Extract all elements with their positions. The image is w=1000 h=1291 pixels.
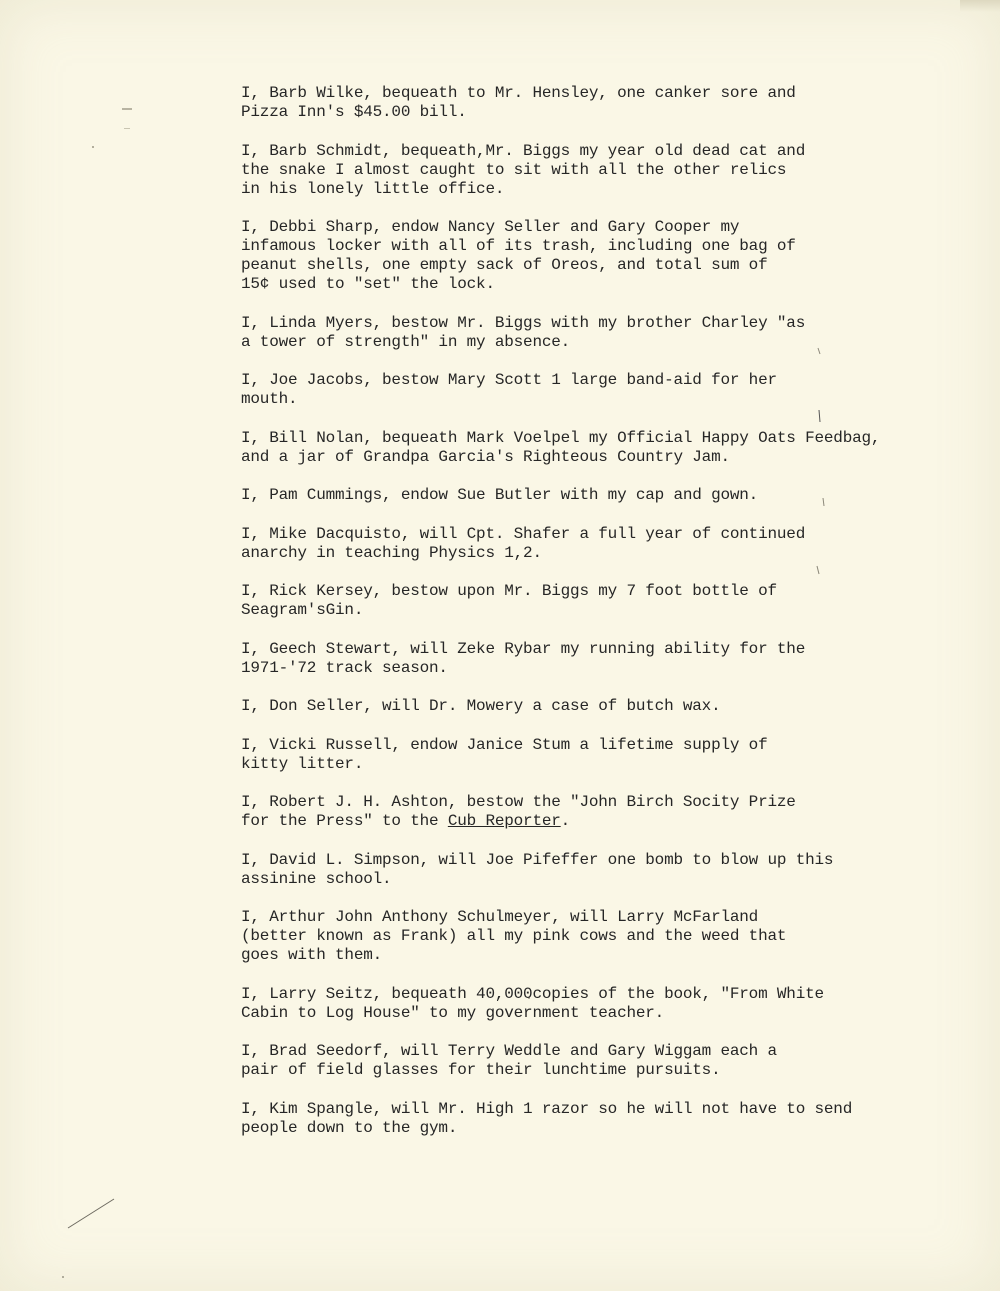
text-line: I, Robert J. H. Ashton, bestow the "John Birch Socity Prize: [241, 793, 796, 811]
text-line: I, Bill Nolan, bequeath Mark Voelpel my Official Happy Oats Feedbag,: [241, 428, 881, 447]
bequest-entry: [241, 908, 941, 965]
bequest-entry: [241, 525, 941, 563]
underlined-title: Cub Reporter: [447, 812, 561, 830]
page-edge-shadow: [960, 0, 1000, 12]
bequest-entry: [241, 736, 941, 774]
text-line: goes with them.: [241, 946, 383, 964]
bequest-entry: [241, 697, 941, 716]
bequest-entry: [241, 429, 941, 467]
text-line: pair of field glasses for their lunchtime pursuits.: [241, 1061, 721, 1079]
text-line: I, Joe Jacobs, bestow Mary Scott 1 large band-aid for her: [241, 371, 777, 389]
text-line: infamous locker with all of its trash, including one bag of: [241, 237, 796, 255]
bequest-entry: [241, 314, 941, 352]
text-line: I, Larry Seitz, bequeath 40,000copies of the book, "From White: [241, 984, 824, 1003]
text-line: anarchy in teaching Physics 1,2.: [241, 543, 542, 562]
text-line: I, Don Seller, will Dr. Mowery a case of butch wax.: [241, 697, 721, 715]
text-line: I, Barb Wilke, bequeath to Mr. Hensley, one canker sore and: [241, 84, 796, 102]
bequest-entry: [241, 371, 941, 409]
text-line: people down to the gym.: [241, 1118, 458, 1137]
text-line: mouth.: [241, 390, 298, 408]
text-line: Seagram'sGin.: [241, 601, 364, 619]
bequest-entry: [241, 1042, 941, 1080]
bequest-entry: [241, 218, 941, 294]
text-line: I, Kim Spangle, will Mr. High 1 razor so he will not have to send: [241, 1099, 853, 1118]
bequest-entry: [241, 851, 941, 889]
text-line: 1971-'72 track season.: [241, 658, 448, 677]
text-line: peanut shells, one empty sack of Oreos, and total sum of: [241, 256, 768, 274]
text-line: (better known as Frank) all my pink cows and the weed that: [241, 927, 787, 945]
text-line: I, Geech Stewart, will Zeke Rybar my running ability for the: [241, 639, 806, 658]
bequest-list: [241, 84, 941, 1157]
bequest-entry: [241, 486, 941, 505]
text-line: Pizza Inn's $45.00 bill.: [241, 103, 467, 121]
bequest-entry: [241, 84, 941, 122]
bequest-entry: [241, 582, 941, 620]
text-line: 15¢ used to "set" the lock.: [241, 275, 495, 293]
bequest-entry: [241, 142, 941, 199]
text-fragment: .: [560, 812, 571, 830]
bequest-entry: [241, 1100, 941, 1138]
text-line: I, Vicki Russell, endow Janice Stum a lifetime supply of: [241, 735, 768, 754]
text-line: I, Barb Schmidt, bequeath,Mr. Biggs my year old dead cat and: [241, 141, 806, 160]
bequest-entry: [241, 985, 941, 1023]
stray-mark: [124, 128, 130, 129]
stray-mark: [122, 108, 132, 110]
text-line: in his lonely little office.: [241, 179, 505, 198]
stray-dot: [62, 1276, 64, 1278]
text-line: assinine school.: [241, 869, 392, 888]
text-fragment: for the Press" to the: [241, 812, 448, 830]
text-line: kitty litter.: [241, 754, 364, 773]
stray-dot: [92, 146, 94, 148]
bequest-entry: [241, 640, 941, 678]
text-line: I, Brad Seedorf, will Terry Weddle and Gary Wiggam each a: [241, 1042, 777, 1060]
text-line: a tower of strength" in my absence.: [241, 332, 571, 351]
text-line: I, Mike Dacquisto, will Cpt. Shafer a full year of continued: [241, 524, 806, 543]
text-line: Cabin to Log House" to my government teacher.: [241, 1003, 665, 1022]
text-line: [241, 812, 941, 831]
text-line: I, Rick Kersey, bestow upon Mr. Biggs my 7 foot bottle of: [241, 582, 777, 600]
text-line: I, Debbi Sharp, endow Nancy Seller and Gary Cooper my: [241, 218, 740, 236]
bequest-entry: [241, 793, 941, 831]
text-line: I, David L. Simpson, will Joe Pifeffer one bomb to blow up this: [241, 850, 834, 869]
pen-stroke-mark: [66, 1196, 116, 1231]
text-line: I, Linda Myers, bestow Mr. Biggs with my brother Charley "as: [241, 313, 806, 332]
text-line: I, Pam Cummings, endow Sue Butler with my cap and gown.: [241, 486, 759, 504]
text-line: and a jar of Grandpa Garcia's Righteous Country Jam.: [241, 447, 730, 466]
text-line: the snake I almost caught to sit with all the other relics: [241, 160, 787, 179]
text-line: I, Arthur John Anthony Schulmeyer, will Larry McFarland: [241, 908, 759, 926]
